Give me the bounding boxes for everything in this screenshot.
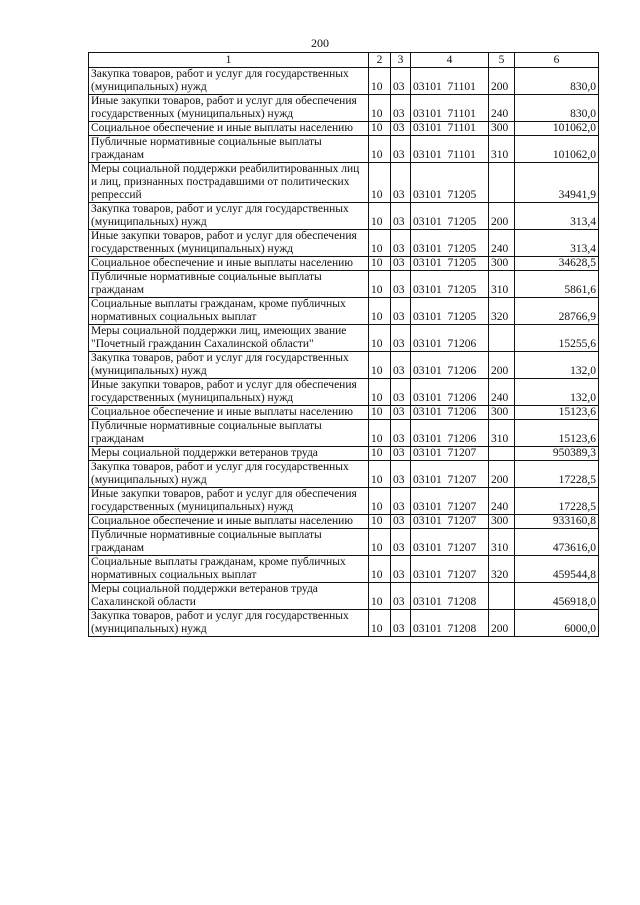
table-row — [89, 325, 599, 352]
row-section-code: 10 — [369, 271, 391, 298]
row-subsection-code: 03 — [391, 230, 411, 257]
row-expense-type-code: 200 — [489, 461, 515, 488]
row-amount: 933160,8 — [515, 515, 599, 529]
row-subsection-code: 03 — [391, 447, 411, 461]
row-amount: 6000,0 — [515, 610, 599, 637]
row-target-article-code: 03101 71205 — [411, 203, 489, 230]
row-section-code: 10 — [369, 515, 391, 529]
row-target-article-code: 03101 71101 — [411, 68, 489, 95]
table-row — [89, 529, 599, 556]
row-expense-type-code: 240 — [489, 379, 515, 406]
row-expense-type-code: 300 — [489, 122, 515, 136]
row-name: Социальные выплаты гражданам, кроме публичных нормативных социальных выплат — [89, 556, 369, 583]
row-expense-type-code: 300 — [489, 515, 515, 529]
row-name: Социальное обеспечение и иные выплаты населению — [89, 257, 369, 271]
row-expense-type-code: 310 — [489, 136, 515, 163]
table-row — [89, 95, 599, 122]
table-row — [89, 136, 599, 163]
row-amount: 459544,8 — [515, 556, 599, 583]
row-subsection-code: 03 — [391, 529, 411, 556]
row-subsection-code: 03 — [391, 556, 411, 583]
row-target-article-code: 03101 71208 — [411, 610, 489, 637]
row-subsection-code: 03 — [391, 488, 411, 515]
row-section-code: 10 — [369, 406, 391, 420]
row-name: Иные закупки товаров, работ и услуг для обеспечения государственных (муниципальных) нужд — [89, 488, 369, 515]
table-row — [89, 461, 599, 488]
row-section-code: 10 — [369, 298, 391, 325]
table-row — [89, 379, 599, 406]
row-name: Иные закупки товаров, работ и услуг для обеспечения государственных (муниципальных) нужд — [89, 379, 369, 406]
row-expense-type-code: 240 — [489, 488, 515, 515]
row-name: Меры социальной поддержки ветеранов труда Сахалинской области — [89, 583, 369, 610]
table-row — [89, 583, 599, 610]
row-subsection-code: 03 — [391, 406, 411, 420]
table-row — [89, 515, 599, 529]
row-amount: 830,0 — [515, 95, 599, 122]
table-row — [89, 230, 599, 257]
row-section-code: 10 — [369, 230, 391, 257]
row-amount: 15123,6 — [515, 420, 599, 447]
row-expense-type-code: 240 — [489, 95, 515, 122]
budget-table — [88, 52, 599, 637]
row-target-article-code: 03101 71101 — [411, 95, 489, 122]
row-name: Публичные нормативные социальные выплаты гражданам — [89, 271, 369, 298]
table-row — [89, 122, 599, 136]
row-expense-type-code: 240 — [489, 230, 515, 257]
row-subsection-code: 03 — [391, 163, 411, 203]
row-expense-type-code: 200 — [489, 68, 515, 95]
row-name: Меры социальной поддержки ветеранов труда — [89, 447, 369, 461]
row-expense-type-code: 320 — [489, 298, 515, 325]
row-name: Меры социальной поддержки лиц, имеющих звание "Почетный гражданин Сахалинской области" — [89, 325, 369, 352]
row-target-article-code: 03101 71101 — [411, 136, 489, 163]
row-target-article-code: 03101 71207 — [411, 556, 489, 583]
row-subsection-code: 03 — [391, 257, 411, 271]
row-expense-type-code: 200 — [489, 610, 515, 637]
row-amount: 15255,6 — [515, 325, 599, 352]
page-number: 200 — [311, 36, 329, 50]
row-name: Социальное обеспечение и иные выплаты населению — [89, 406, 369, 420]
row-target-article-code: 03101 71207 — [411, 488, 489, 515]
row-section-code: 10 — [369, 583, 391, 610]
row-section-code: 10 — [369, 610, 391, 637]
row-name: Иные закупки товаров, работ и услуг для обеспечения государственных (муниципальных) нужд — [89, 95, 369, 122]
row-amount: 34628,5 — [515, 257, 599, 271]
row-target-article-code: 03101 71206 — [411, 352, 489, 379]
row-expense-type-code: 310 — [489, 529, 515, 556]
row-subsection-code: 03 — [391, 95, 411, 122]
row-name: Закупка товаров, работ и услуг для государственных (муниципальных) нужд — [89, 461, 369, 488]
header-col-2: 2 — [369, 53, 391, 68]
row-expense-type-code: 300 — [489, 257, 515, 271]
row-name: Публичные нормативные социальные выплаты гражданам — [89, 136, 369, 163]
row-section-code: 10 — [369, 325, 391, 352]
row-amount: 132,0 — [515, 379, 599, 406]
row-name: Социальное обеспечение и иные выплаты населению — [89, 515, 369, 529]
header-col-5: 5 — [489, 53, 515, 68]
row-name: Закупка товаров, работ и услуг для государственных (муниципальных) нужд — [89, 610, 369, 637]
table-row — [89, 257, 599, 271]
row-amount: 101062,0 — [515, 122, 599, 136]
row-section-code: 10 — [369, 461, 391, 488]
row-section-code: 10 — [369, 379, 391, 406]
header-col-3: 3 — [391, 53, 411, 68]
row-amount: 5861,6 — [515, 271, 599, 298]
row-expense-type-code: 320 — [489, 556, 515, 583]
table-header-row — [89, 53, 599, 68]
table-row — [89, 68, 599, 95]
row-name: Социальные выплаты гражданам, кроме публичных нормативных социальных выплат — [89, 298, 369, 325]
row-target-article-code: 03101 71205 — [411, 271, 489, 298]
row-amount: 950389,3 — [515, 447, 599, 461]
table-row — [89, 447, 599, 461]
table-row — [89, 271, 599, 298]
row-amount: 132,0 — [515, 352, 599, 379]
row-section-code: 10 — [369, 163, 391, 203]
row-name: Закупка товаров, работ и услуг для государственных (муниципальных) нужд — [89, 203, 369, 230]
row-expense-type-code — [489, 583, 515, 610]
row-subsection-code: 03 — [391, 420, 411, 447]
row-target-article-code: 03101 71205 — [411, 163, 489, 203]
table-row — [89, 406, 599, 420]
row-section-code: 10 — [369, 529, 391, 556]
row-target-article-code: 03101 71205 — [411, 230, 489, 257]
row-subsection-code: 03 — [391, 515, 411, 529]
row-subsection-code: 03 — [391, 325, 411, 352]
row-expense-type-code — [489, 163, 515, 203]
row-expense-type-code: 310 — [489, 271, 515, 298]
row-target-article-code: 03101 71207 — [411, 515, 489, 529]
row-amount: 17228,5 — [515, 461, 599, 488]
row-section-code: 10 — [369, 352, 391, 379]
row-subsection-code: 03 — [391, 379, 411, 406]
table-row — [89, 298, 599, 325]
row-expense-type-code — [489, 447, 515, 461]
row-section-code: 10 — [369, 68, 391, 95]
row-subsection-code: 03 — [391, 583, 411, 610]
header-col-4: 4 — [411, 53, 489, 68]
row-amount: 313,4 — [515, 203, 599, 230]
table-row — [89, 420, 599, 447]
header-col-1: 1 — [89, 53, 369, 68]
row-amount: 313,4 — [515, 230, 599, 257]
row-name: Социальное обеспечение и иные выплаты населению — [89, 122, 369, 136]
row-subsection-code: 03 — [391, 203, 411, 230]
row-subsection-code: 03 — [391, 298, 411, 325]
row-target-article-code: 03101 71206 — [411, 406, 489, 420]
row-amount: 34941,9 — [515, 163, 599, 203]
row-amount: 830,0 — [515, 68, 599, 95]
row-target-article-code: 03101 71205 — [411, 257, 489, 271]
row-target-article-code: 03101 71101 — [411, 122, 489, 136]
row-subsection-code: 03 — [391, 461, 411, 488]
table-row — [89, 203, 599, 230]
row-name: Публичные нормативные социальные выплаты гражданам — [89, 420, 369, 447]
row-expense-type-code: 200 — [489, 203, 515, 230]
row-section-code: 10 — [369, 95, 391, 122]
row-subsection-code: 03 — [391, 122, 411, 136]
row-section-code: 10 — [369, 420, 391, 447]
row-target-article-code: 03101 71206 — [411, 420, 489, 447]
table-body — [89, 68, 599, 637]
header-col-6: 6 — [515, 53, 599, 68]
row-section-code: 10 — [369, 556, 391, 583]
row-subsection-code: 03 — [391, 136, 411, 163]
table-row — [89, 163, 599, 203]
row-target-article-code: 03101 71207 — [411, 461, 489, 488]
row-name: Иные закупки товаров, работ и услуг для обеспечения государственных (муниципальных) нужд — [89, 230, 369, 257]
row-name: Публичные нормативные социальные выплаты гражданам — [89, 529, 369, 556]
row-target-article-code: 03101 71206 — [411, 325, 489, 352]
row-expense-type-code: 200 — [489, 352, 515, 379]
row-expense-type-code — [489, 325, 515, 352]
row-amount: 28766,9 — [515, 298, 599, 325]
row-target-article-code: 03101 71207 — [411, 447, 489, 461]
row-target-article-code: 03101 71206 — [411, 379, 489, 406]
row-section-code: 10 — [369, 257, 391, 271]
row-expense-type-code: 310 — [489, 420, 515, 447]
row-subsection-code: 03 — [391, 271, 411, 298]
table-row — [89, 610, 599, 637]
row-section-code: 10 — [369, 447, 391, 461]
row-subsection-code: 03 — [391, 68, 411, 95]
table-row — [89, 352, 599, 379]
table-row — [89, 488, 599, 515]
row-section-code: 10 — [369, 203, 391, 230]
row-expense-type-code: 300 — [489, 406, 515, 420]
row-amount: 101062,0 — [515, 136, 599, 163]
row-target-article-code: 03101 71208 — [411, 583, 489, 610]
row-amount: 15123,6 — [515, 406, 599, 420]
row-section-code: 10 — [369, 136, 391, 163]
row-amount: 456918,0 — [515, 583, 599, 610]
row-subsection-code: 03 — [391, 610, 411, 637]
row-section-code: 10 — [369, 488, 391, 515]
row-name: Закупка товаров, работ и услуг для государственных (муниципальных) нужд — [89, 68, 369, 95]
row-target-article-code: 03101 71207 — [411, 529, 489, 556]
table-row — [89, 556, 599, 583]
row-name: Закупка товаров, работ и услуг для государственных (муниципальных) нужд — [89, 352, 369, 379]
row-amount: 17228,5 — [515, 488, 599, 515]
row-amount: 473616,0 — [515, 529, 599, 556]
row-target-article-code: 03101 71205 — [411, 298, 489, 325]
row-subsection-code: 03 — [391, 352, 411, 379]
row-name: Меры социальной поддержки реабилитированных лиц и лиц, признанных пострадавшими от политических репрессий — [89, 163, 369, 203]
row-section-code: 10 — [369, 122, 391, 136]
